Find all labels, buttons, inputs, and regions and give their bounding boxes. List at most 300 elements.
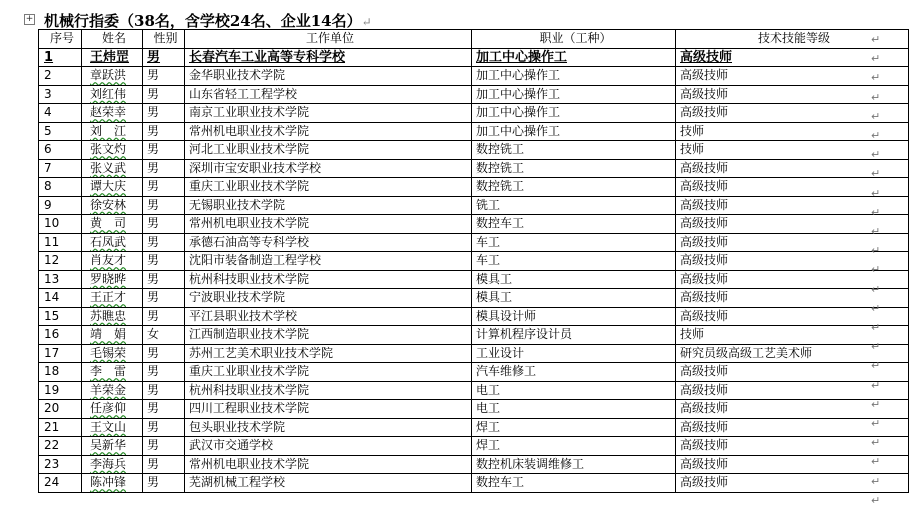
gender-text: 男 [147,253,160,268]
row-number-text: 22 [44,438,60,453]
row-end-mark-icon: ↵ [871,321,881,334]
row-end-mark-icon: ↵ [871,52,881,66]
work-unit-cell [185,474,472,493]
occupation-text: 数控铣工 [476,179,525,194]
row-end-mark-icon: ↵ [871,148,881,162]
occupation-text: 加工中心操作工 [476,105,561,120]
member-name-text: 王文山 [90,419,127,434]
row-number-cell [39,159,82,178]
gender-text: 男 [147,234,160,249]
occupation-text: 焊工 [476,438,501,453]
occupation-cell [472,474,676,493]
skill-level-text: 高级技师 [680,419,729,434]
skill-level-text: 高级技师 [680,401,729,416]
table-row [39,67,909,86]
occupation-text: 计算机程序设计员 [476,327,573,342]
work-unit-text: 深圳市宝安职业技术学校 [189,160,322,175]
occupation-text: 加工中心操作工 [476,68,561,83]
occupation-cell [472,85,676,104]
row-number-cell [39,48,82,67]
row-number-text: 10 [44,216,60,231]
title-text: 机械行指委（38名，含学校24名、企业14名） [44,12,362,30]
row-number-text: 19 [44,382,60,397]
skill-level-text: 高级技师 [680,253,729,268]
row-number-cell [39,104,82,123]
table-row [39,233,909,252]
row-number-text: 8 [44,179,52,194]
row-number-cell [39,437,82,456]
member-name-text: 王正才 [90,290,127,305]
skill-level-text: 高级技师 [680,105,729,120]
table-row [39,270,909,289]
work-unit-text: 金华职业技术学院 [189,68,286,83]
row-number-text: 21 [44,419,60,434]
member-name-cell [82,104,143,123]
gender-text: 男 [147,364,160,379]
occupation-text: 模具工 [476,290,513,305]
skill-level-text: 高级技师 [680,216,729,231]
row-number-cell [39,85,82,104]
occupation-text: 数控机床装调维修工 [476,456,585,471]
member-name-cell [82,122,143,141]
gender-cell [143,326,185,345]
occupation-cell [472,326,676,345]
row-number-text: 11 [44,234,60,249]
work-unit-cell [185,104,472,123]
member-name-cell [82,159,143,178]
work-unit-text: 重庆工业职业技术学院 [189,179,310,194]
table-row [39,122,909,141]
occupation-cell [472,344,676,363]
member-name-text: 李 雷 [90,364,127,379]
table-row [39,178,909,197]
work-unit-cell [185,122,472,141]
member-name-cell [82,363,143,382]
work-unit-text: 南京工业职业技术学院 [189,105,310,120]
work-unit-text: 山东省轻工工程学校 [189,86,298,101]
work-unit-text: 宁波职业技术学院 [189,290,286,305]
table-row [39,141,909,160]
member-name-text: 张文灼 [90,142,127,157]
gender-cell [143,85,185,104]
occupation-text: 数控铣工 [476,142,525,157]
gender-text: 男 [147,197,160,212]
row-number-cell [39,344,82,363]
column-header: 职业（工种） [472,30,676,49]
gender-text: 男 [147,123,160,138]
gender-cell [143,474,185,493]
row-end-mark-icon: ↵ [871,436,881,450]
table-row [39,455,909,474]
skill-level-text: 高级技师 [680,271,729,286]
row-number-cell [39,233,82,252]
member-name-cell [82,437,143,456]
work-unit-cell [185,363,472,382]
row-number-text: 13 [44,271,60,286]
table-header-row [39,30,909,49]
row-number-text: 16 [44,327,60,342]
row-end-mark-icon: ↵ [871,244,881,258]
work-unit-cell [185,437,472,456]
gender-cell [143,455,185,474]
table-row [39,381,909,400]
skill-level-text: 高级技师 [680,308,729,323]
gender-text: 男 [147,271,160,286]
skill-level-text: 研究员级高级工艺美术师 [680,345,813,360]
member-name-cell [82,233,143,252]
row-end-mark-icon: ↵ [871,71,881,85]
row-end-mark-icon: ↵ [871,455,881,469]
row-number-text: 12 [44,253,60,268]
gender-text: 男 [147,456,160,471]
row-end-mark-icon: ↵ [871,493,881,507]
gender-text: 男 [147,290,160,305]
row-number-cell [39,363,82,382]
skill-level-text: 技师 [680,123,705,138]
gender-cell [143,48,185,67]
row-number-cell [39,474,82,493]
row-end-mark-icon: ↵ [871,417,881,430]
member-name-text: 毛锡荣 [90,345,127,360]
skill-level-text: 高级技师 [680,382,729,397]
member-name-cell [82,270,143,289]
work-unit-text: 江西制造职业技术学院 [189,327,310,342]
gender-text: 男 [147,68,160,83]
row-number-cell [39,326,82,345]
member-name-cell [82,48,143,67]
work-unit-text: 武汉市交通学校 [189,438,274,453]
table-row [39,159,909,178]
table-move-handle-icon[interactable]: + [25,14,34,24]
work-unit-text: 杭州科技职业技术学院 [189,382,310,397]
gender-text: 女 [147,327,160,342]
row-end-mark-icon: ↵ [871,378,881,392]
skill-level-text: 高级技师 [680,364,729,379]
gender-text: 男 [147,438,160,453]
occupation-text: 焊工 [476,419,501,434]
member-name-text: 吴新华 [90,438,127,453]
row-number-cell [39,307,82,326]
gender-cell [143,400,185,419]
column-header: 工作单位 [185,30,472,49]
gender-text: 男 [147,382,160,397]
work-unit-cell [185,67,472,86]
work-unit-cell [185,196,472,215]
occupation-text: 工业设计 [476,345,525,360]
gender-text: 男 [147,86,160,101]
work-unit-cell [185,326,472,345]
row-number-text: 6 [44,142,52,157]
work-unit-text: 承德石油高等专科学校 [189,234,310,249]
table-row [39,289,909,308]
column-header: 性别 [143,30,185,49]
row-number-text: 2 [44,68,52,83]
row-end-mark-icon: ↵ [871,167,881,181]
column-header: 序号 [39,30,82,49]
row-number-text: 18 [44,364,60,379]
member-name-cell [82,307,143,326]
gender-text: 男 [147,308,160,323]
work-unit-text: 四川工程职业技术学院 [189,401,310,416]
member-name-text: 罗晓晔 [90,271,127,286]
gender-cell [143,196,185,215]
member-name-text: 靖 娟 [90,327,127,342]
member-name-text: 谭大庆 [90,179,127,194]
skill-level-text: 高级技师 [680,234,729,249]
row-number-cell [39,196,82,215]
work-unit-cell [185,400,472,419]
member-name-cell [82,289,143,308]
gender-cell [143,381,185,400]
gender-cell [143,418,185,437]
gender-cell [143,233,185,252]
work-unit-cell [185,252,472,271]
row-number-text: 7 [44,160,52,175]
work-unit-text: 沈阳市装备制造工程学校 [189,253,322,268]
work-unit-cell [185,159,472,178]
column-header: 姓名 [82,30,143,49]
gender-text: 男 [147,419,160,434]
gender-cell [143,141,185,160]
member-name-cell [82,67,143,86]
gender-text: 男 [147,401,160,416]
skill-level-text: 高级技师 [680,86,729,101]
skill-level-text: 技师 [680,327,705,342]
table-body [39,48,909,492]
row-number-cell [39,270,82,289]
member-name-text: 石凤武 [90,234,127,249]
work-unit-cell [185,48,472,67]
member-name-text: 李海兵 [90,456,127,471]
skill-level-text: 高级技师 [680,197,729,212]
row-number-cell [39,67,82,86]
row-number-cell [39,141,82,160]
document-title [44,10,372,31]
table-row [39,326,909,345]
member-name-text: 黄 司 [90,216,127,231]
occupation-cell [472,104,676,123]
occupation-cell [472,215,676,234]
work-unit-cell [185,270,472,289]
gender-text: 男 [147,105,160,120]
work-unit-cell [185,418,472,437]
row-end-mark-icon: ↵ [871,282,881,296]
work-unit-cell [185,85,472,104]
occupation-cell [472,455,676,474]
occupation-text: 加工中心操作工 [476,49,568,65]
work-unit-text: 无锡职业技术学院 [189,197,286,212]
row-end-mark-icon: ↵ [871,186,881,200]
work-unit-text: 平江县职业技术学校 [189,308,298,323]
skill-level-text: 高级技师 [680,68,729,83]
member-name-cell [82,326,143,345]
table-row [39,48,909,67]
occupation-cell [472,178,676,197]
row-number-cell [39,289,82,308]
members-table [38,29,909,493]
table-row [39,196,909,215]
table-row [39,400,909,419]
work-unit-cell [185,307,472,326]
occupation-text: 数控车工 [476,475,525,490]
row-end-mark-icon: ↵ [871,109,881,123]
row-number-text: 17 [44,345,60,360]
row-number-cell [39,122,82,141]
member-name-cell [82,141,143,160]
row-number-text: 1 [44,49,54,65]
member-name-text: 章跃洪 [90,68,127,83]
skill-level-text: 高级技师 [680,160,729,175]
row-number-text: 5 [44,123,52,138]
gender-cell [143,289,185,308]
occupation-text: 车工 [476,234,501,249]
work-unit-cell [185,289,472,308]
table-row [39,344,909,363]
gender-text: 男 [147,179,160,194]
row-end-mark-icon: ↵ [871,359,881,373]
occupation-text: 加工中心操作工 [476,123,561,138]
table-row [39,215,909,234]
row-number-cell [39,178,82,197]
work-unit-cell [185,455,472,474]
occupation-cell [472,48,676,67]
row-number-text: 24 [44,475,60,490]
member-name-text: 刘红伟 [90,86,127,101]
skill-level-text: 高级技师 [680,475,729,490]
row-end-mark-icon: ↵ [871,90,881,104]
row-number-cell [39,400,82,419]
occupation-text: 数控车工 [476,216,525,231]
row-number-text: 3 [44,86,52,101]
gender-cell [143,159,185,178]
member-name-cell [82,85,143,104]
occupation-text: 模具工 [476,271,513,286]
gender-text: 男 [147,49,161,65]
occupation-cell [472,159,676,178]
row-number-text: 15 [44,308,60,323]
member-name-cell [82,400,143,419]
gender-text: 男 [147,160,160,175]
work-unit-text: 河北工业职业技术学院 [189,142,310,157]
row-number-text: 9 [44,197,52,212]
gender-text: 男 [147,345,160,360]
gender-cell [143,363,185,382]
row-end-mark-icon: ↵ [871,397,881,411]
table-row [39,437,909,456]
occupation-cell [472,289,676,308]
occupation-cell [472,400,676,419]
occupation-cell [472,196,676,215]
gender-cell [143,270,185,289]
occupation-text: 模具设计师 [476,308,537,323]
member-name-text: 羊荣金 [90,382,127,397]
member-name-cell [82,196,143,215]
member-name-text: 肖友才 [90,253,127,268]
table-row [39,474,909,493]
gender-text: 男 [147,216,160,231]
column-header: 技术技能等级 [676,30,909,49]
gender-text: 男 [147,142,160,157]
row-number-cell [39,252,82,271]
gender-text: 男 [147,475,160,490]
member-name-text: 徐安林 [90,197,127,212]
work-unit-text: 包头职业技术学院 [189,419,286,434]
row-end-mark-icon: ↵ [871,474,881,488]
occupation-cell [472,270,676,289]
gender-cell [143,252,185,271]
work-unit-text: 重庆工业职业技术学院 [189,364,310,379]
member-name-cell [82,474,143,493]
row-end-mark-icon: ↵ [871,301,881,315]
member-name-text: 任彦仰 [90,401,127,416]
member-name-cell [82,381,143,400]
gender-cell [143,437,185,456]
gender-cell [143,104,185,123]
work-unit-text: 常州机电职业技术学院 [189,456,310,471]
member-name-text: 陈冲锋 [90,475,127,490]
member-name-text: 王炜罡 [90,49,130,65]
skill-level-text: 高级技师 [680,290,729,305]
gender-cell [143,344,185,363]
row-end-mark-icon: ↵ [871,33,881,46]
paragraph-mark-icon: ↵ [361,15,372,29]
row-number-text: 4 [44,105,52,120]
work-unit-text: 常州机电职业技术学院 [189,216,310,231]
occupation-cell [472,67,676,86]
occupation-cell [472,122,676,141]
row-end-mark-icon: ↵ [871,263,881,277]
occupation-cell [472,252,676,271]
occupation-text: 铣工 [476,197,501,212]
row-number-text: 20 [44,401,60,416]
table-row [39,85,909,104]
work-unit-text: 长春汽车工业高等专科学校 [189,49,346,65]
work-unit-text: 杭州科技职业技术学院 [189,271,310,286]
occupation-text: 电工 [476,382,501,397]
work-unit-cell [185,215,472,234]
member-name-cell [82,178,143,197]
occupation-cell [472,418,676,437]
member-name-text: 张义武 [90,160,127,175]
skill-level-text: 高级技师 [680,438,729,453]
row-number-cell [39,381,82,400]
member-name-cell [82,455,143,474]
occupation-cell [472,363,676,382]
row-end-mark-icon: ↵ [871,205,881,219]
work-unit-cell [185,381,472,400]
member-name-text: 刘 江 [90,123,127,138]
row-number-text: 14 [44,290,60,305]
member-name-cell [82,418,143,437]
skill-level-text: 高级技师 [680,179,729,194]
gender-cell [143,215,185,234]
occupation-cell [472,437,676,456]
member-name-text: 赵荣幸 [90,105,127,120]
member-name-cell [82,252,143,271]
table-row [39,307,909,326]
table-row [39,363,909,382]
table-row [39,104,909,123]
member-name-text: 苏瞧忠 [90,308,127,323]
skill-level-text: 高级技师 [680,456,729,471]
row-number-text: 23 [44,456,60,471]
gender-cell [143,307,185,326]
work-unit-text: 常州机电职业技术学院 [189,123,310,138]
work-unit-text: 芜湖机械工程学校 [189,475,286,490]
occupation-text: 加工中心操作工 [476,86,561,101]
member-name-cell [82,215,143,234]
table-row [39,418,909,437]
